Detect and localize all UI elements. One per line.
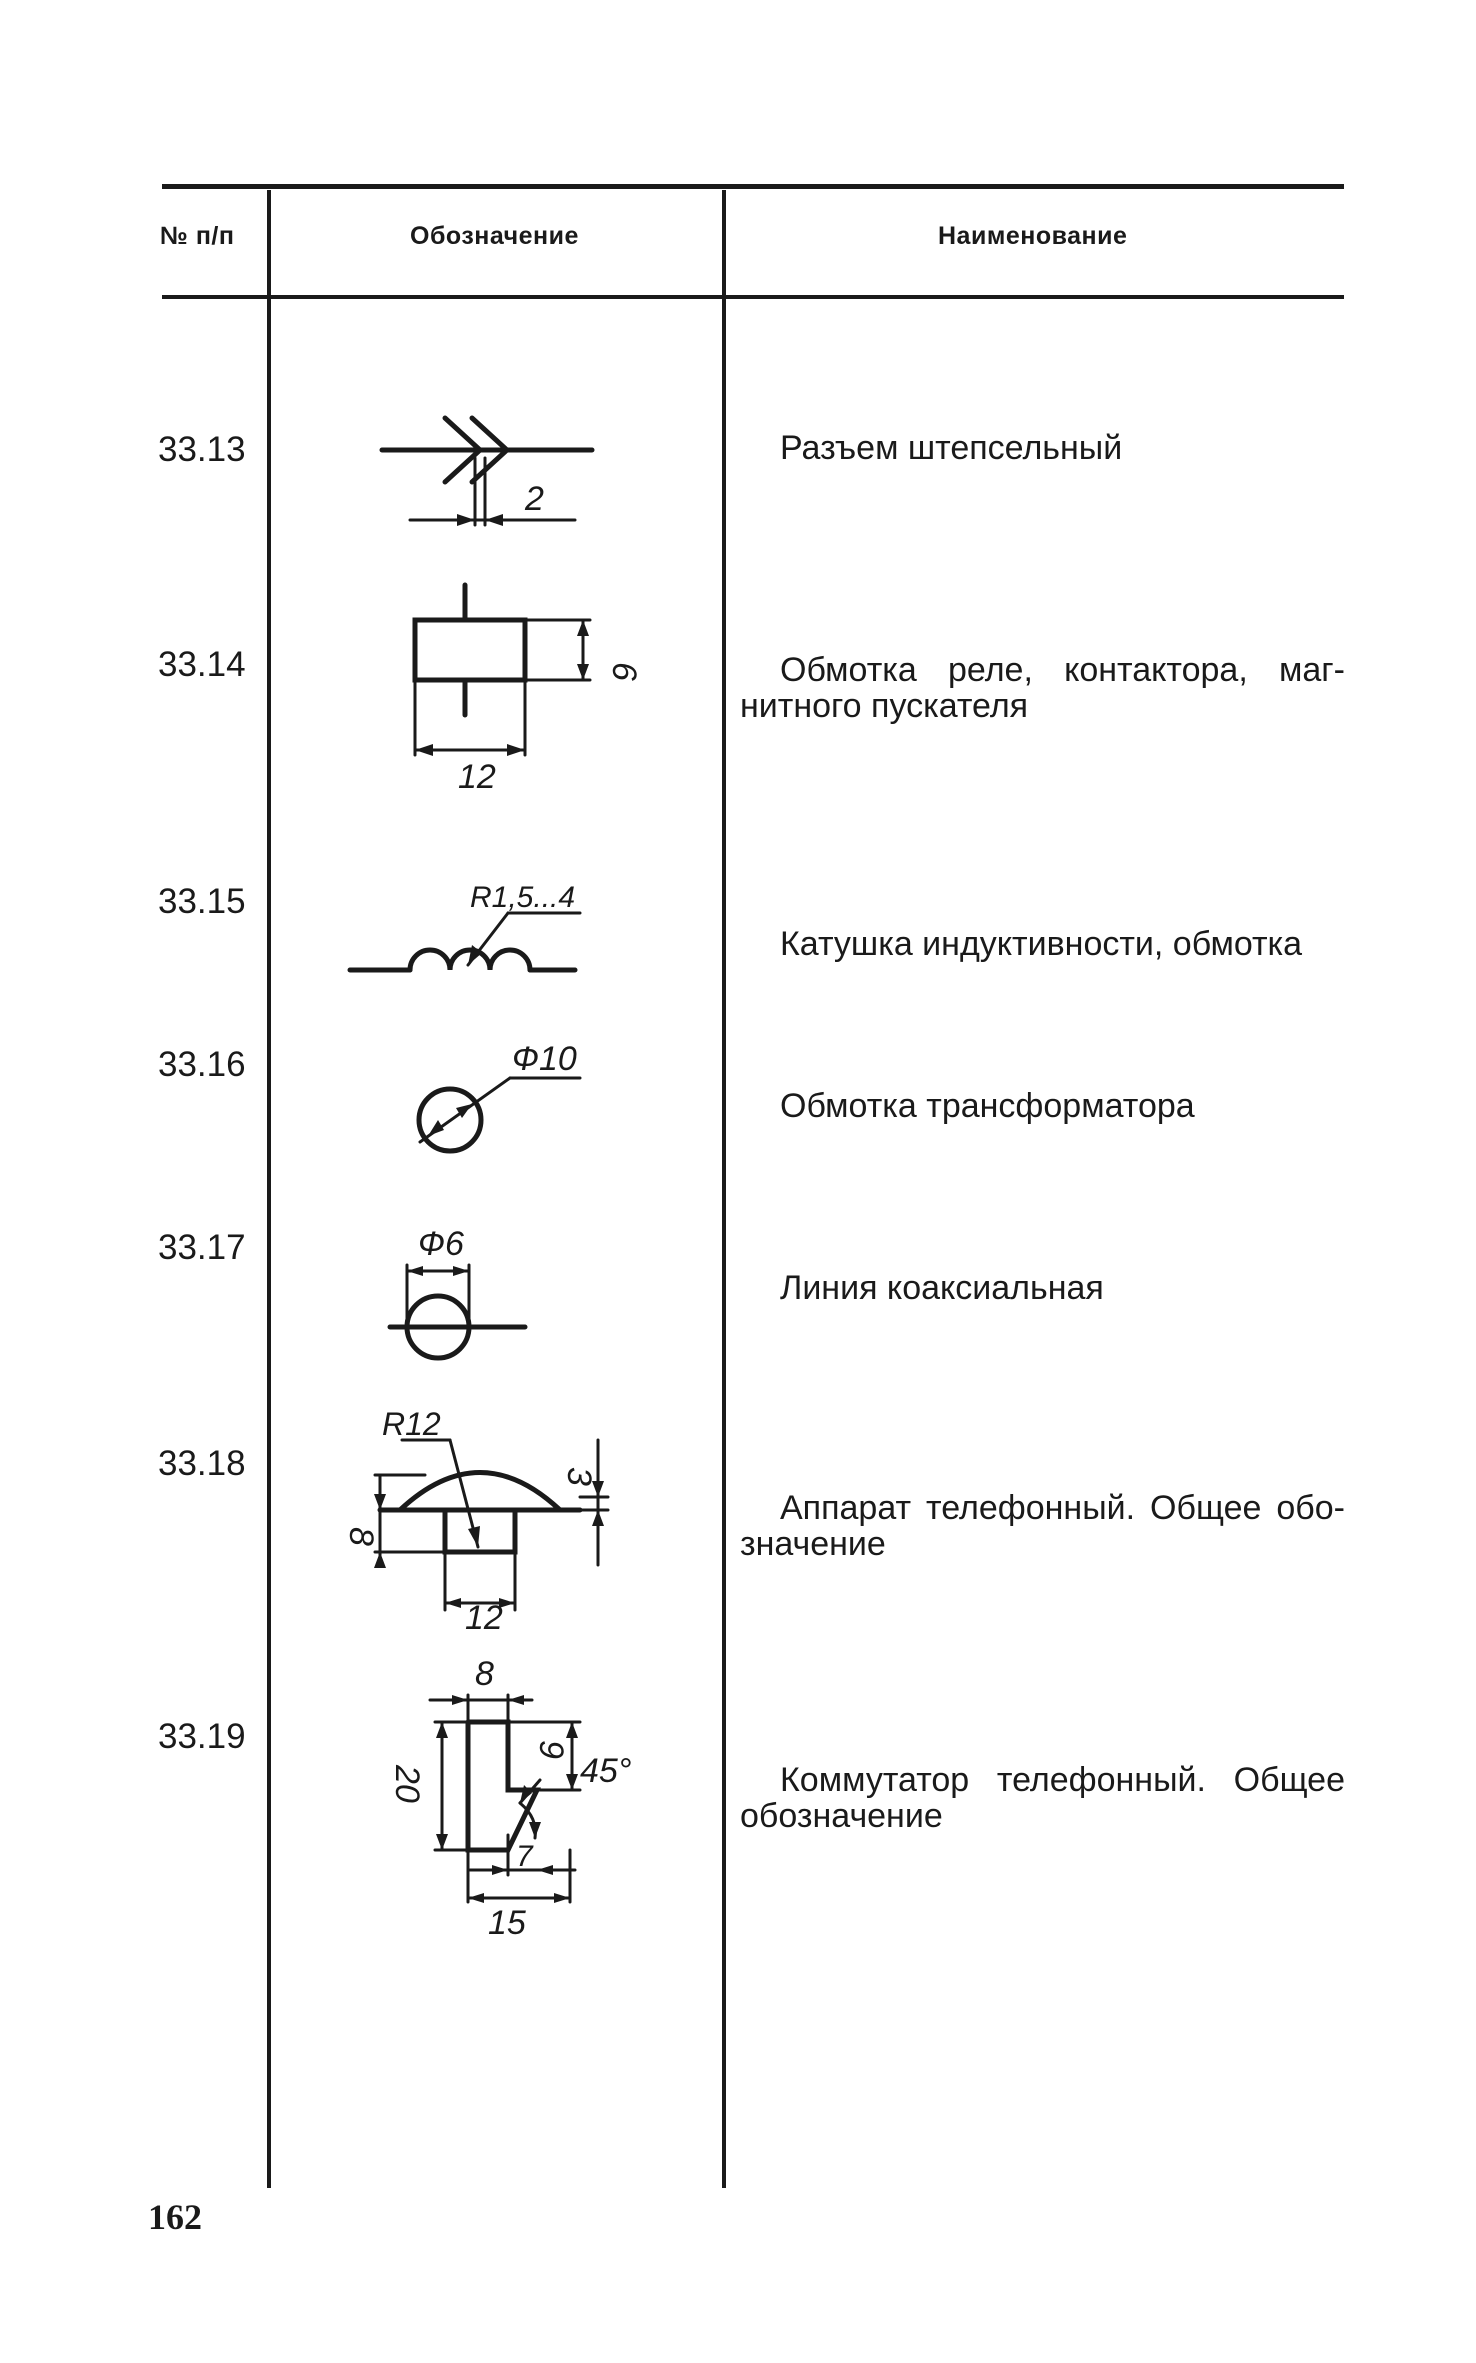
row-name-line: Обмотка трансформатора <box>780 1087 1195 1125</box>
dim-label: 12 <box>465 1599 503 1637</box>
row-name-line: Обмотка реле, контактора, маг- <box>780 651 1345 689</box>
header-name: Наименование <box>938 222 1128 250</box>
header-bottom-rule <box>162 295 1344 299</box>
dim-label: 9 <box>532 1740 570 1759</box>
dim-label: 7 <box>516 1840 533 1873</box>
dim-label: 2 <box>525 480 544 518</box>
plug-connector-symbol <box>360 400 600 540</box>
page-number: 162 <box>148 2197 202 2237</box>
transformer-winding-symbol <box>400 1040 620 1170</box>
dim-label: Ф6 <box>418 1225 464 1263</box>
dim-label: R12 <box>382 1406 441 1442</box>
header-symbol: Обозначение <box>410 222 579 250</box>
row-name-line: Линия коаксиальная <box>780 1269 1104 1307</box>
dim-label: 15 <box>488 1904 526 1942</box>
row-number-33-14: 33.14 <box>158 645 246 684</box>
inductor-coil-symbol <box>340 865 600 985</box>
row-name-line: обозначение <box>740 1797 943 1835</box>
row-name-33-14 <box>740 652 1345 724</box>
row-name-line: Разъем штепсельный <box>780 429 1123 467</box>
row-number-33-19: 33.19 <box>158 1717 246 1756</box>
telephone-set-symbol <box>340 1406 620 1637</box>
dim-label: Ф10 <box>512 1040 577 1078</box>
row-name-line: Катушка индуктивности, обмотка <box>780 925 1303 963</box>
dim-label: 3 <box>560 1467 598 1486</box>
row-number-33-16: 33.16 <box>158 1045 246 1084</box>
row-name-33-18 <box>740 1490 1345 1562</box>
row-number-33-15: 33.15 <box>158 882 246 921</box>
row-name-line: Аппарат телефонный. Общее обо- <box>780 1489 1345 1527</box>
row-name-line: нитного пускателя <box>740 687 1029 725</box>
column-divider-1 <box>267 190 271 2188</box>
dim-label: 20 <box>388 1765 426 1803</box>
row-name-33-15 <box>740 926 1345 962</box>
row-name-33-16 <box>740 1088 1345 1124</box>
dim-label: 12 <box>458 758 496 796</box>
row-name-line: Коммутатор телефонный. Общее <box>780 1761 1345 1799</box>
dim-label: 6 <box>605 662 643 681</box>
dim-label: 8 <box>475 1655 494 1693</box>
top-rule <box>162 184 1344 189</box>
row-number-33-13: 33.13 <box>158 430 246 469</box>
coaxial-line-symbol <box>380 1215 550 1375</box>
row-name-33-13 <box>740 430 1345 466</box>
row-name-33-19 <box>740 1762 1345 1834</box>
dim-label: 45° <box>580 1752 632 1790</box>
row-name-line: значение <box>740 1525 886 1563</box>
row-number-33-18: 33.18 <box>158 1444 246 1483</box>
row-number-33-17: 33.17 <box>158 1228 246 1267</box>
dim-label: 8 <box>342 1527 380 1546</box>
row-name-33-17 <box>740 1270 1345 1306</box>
column-divider-2 <box>722 190 726 2188</box>
dim-label: R1,5...4 <box>470 881 576 914</box>
relay-coil-symbol <box>395 580 645 796</box>
header-number: № п/п <box>160 222 235 250</box>
telephone-switchboard-symbol <box>380 1640 660 1945</box>
